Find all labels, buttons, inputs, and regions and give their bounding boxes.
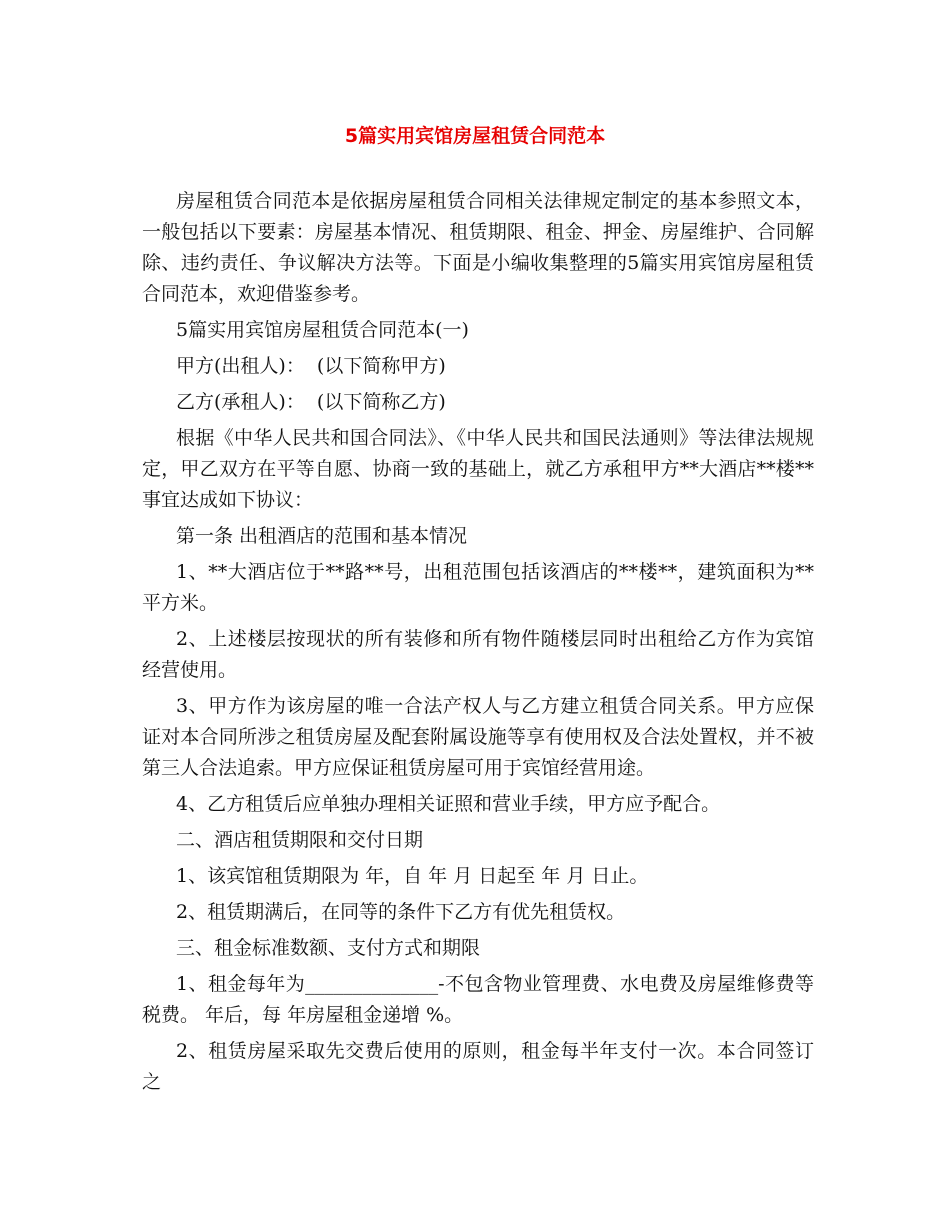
document-body (142, 186, 814, 1103)
paragraph-legal-basis: 根据《中华人民共和国合同法》、《中华人民共和国民法通则》等法律法规规定，甲乙双方在平等自愿、协商一致的基础上，就乙方承租甲方**大酒店**楼**事宜达成如下协议： (142, 427, 814, 511)
document-title: 5篇实用宾馆房屋租赁合同范本 (344, 125, 606, 147)
paragraph-article-2-item-2: 2、租赁期满后，在同等的条件下乙方有优先租赁权。 (176, 901, 626, 923)
paragraph-article-1-item-1: 1、**大酒店位于**路**号，出租范围包括该酒店的**楼**，建筑面积为**平方米。 (142, 561, 814, 614)
paragraph-party-b: 乙方(承租人)： (以下简称乙方) (176, 391, 446, 413)
paragraph-article-3-heading: 三、租金标准数额、支付方式和期限 (176, 937, 481, 959)
paragraph-article-1-item-4: 4、乙方租赁后应单独办理相关证照和营业手续，甲方应予配合。 (176, 793, 721, 815)
paragraph-article-1-item-3: 3、甲方作为该房屋的唯一合法产权人与乙方建立租赁合同关系。甲方应保证对本合同所涉之租赁房屋及配套附属设施等享有使用权及合法处置权，并不被第三人合法追索。甲方应保证租赁房屋可用于宾馆经营用途。 (142, 695, 814, 779)
paragraph-article-2-item-1: 1、该宾馆租赁期限为 年，自 年 月 日起至 年 月 日止。 (176, 865, 649, 887)
paragraph-article-1-item-2: 2、上述楼层按现状的所有装修和所有物件随楼层同时出租给乙方作为宾馆经营使用。 (142, 628, 814, 681)
paragraph-intro: 房屋租赁合同范本是依据房屋租赁合同相关法律规定制定的基本参照文本，一般包括以下要素：房屋基本情况、租赁期限、租金、押金、房屋维护、合同解除、违约责任、争议解决方法等。下面是小编收集整理的5篇实用宾馆房屋租赁合同范本，欢迎借鉴参考。 (142, 190, 814, 305)
paragraph-contract-heading: 5篇实用宾馆房屋租赁合同范本(一) (176, 319, 469, 341)
paragraph-party-a: 甲方(出租人)： (以下简称甲方) (176, 355, 446, 377)
paragraph-article-1-heading: 第一条 出租酒店的范围和基本情况 (176, 525, 468, 547)
paragraph-article-3-item-1: 1、租金每年为______________-不包含物业管理费、水电费及房屋维修费等税费。 年后，每 年房屋租金递增 %。 (142, 973, 814, 1026)
paragraph-article-2-heading: 二、酒店租赁期限和交付日期 (176, 829, 424, 851)
paragraph-article-3-item-2: 2、租赁房屋采取先交费后使用的原则，租金每半年支付一次。本合同签订之 (142, 1040, 814, 1093)
